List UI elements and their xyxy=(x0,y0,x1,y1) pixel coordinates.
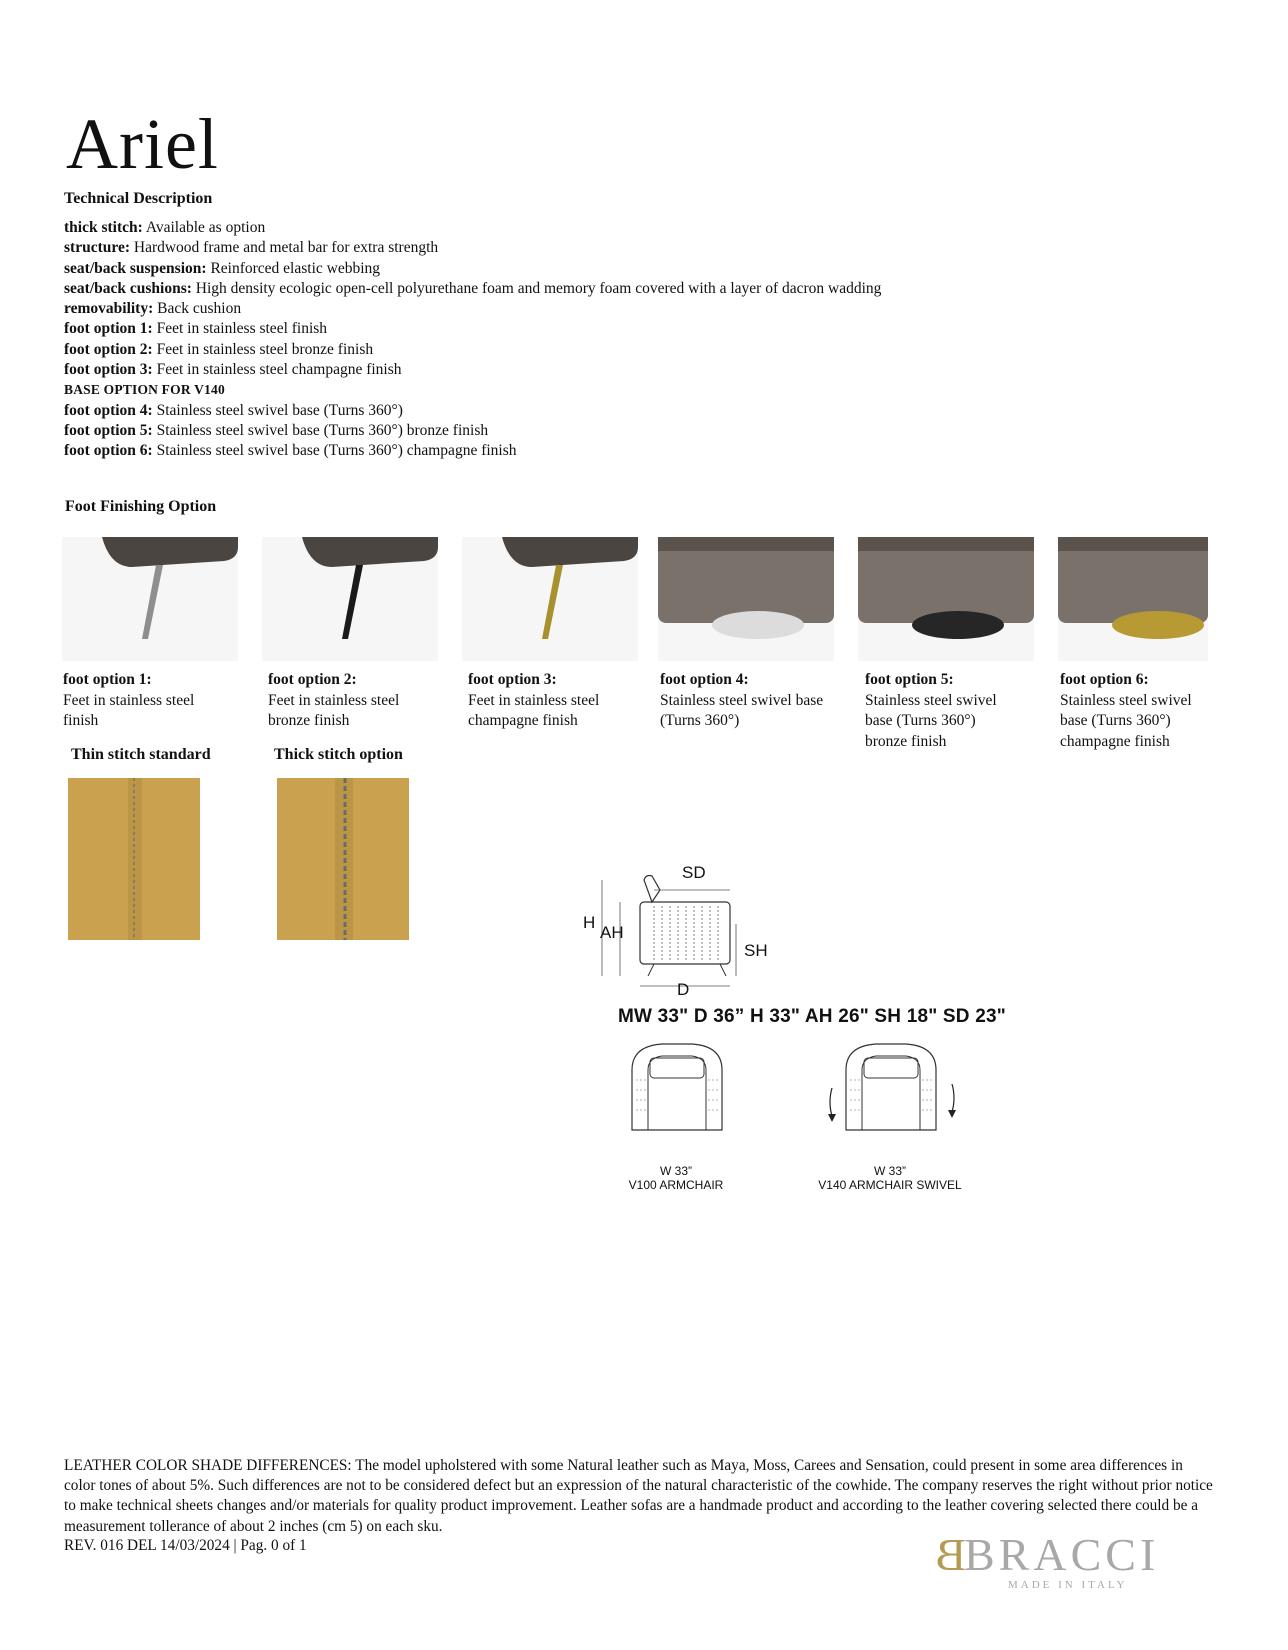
spec-row xyxy=(64,421,881,441)
ah-label: AH xyxy=(600,923,624,942)
thin-stitch-heading: Thin stitch standard xyxy=(71,746,211,763)
foot-finishing-heading: Foot Finishing Option xyxy=(65,498,217,515)
plan-width: W 33” xyxy=(873,1164,906,1178)
spec-row xyxy=(64,360,881,380)
foot-option-5-image xyxy=(858,537,1034,661)
option-text: Stainless steel swivel base (Turns 360°) champagne finish xyxy=(1060,691,1192,750)
option-text: Feet in stainless steel champagne finish xyxy=(468,691,600,729)
foot-option-2-caption xyxy=(268,670,428,732)
option-title: foot option 4: xyxy=(660,671,749,688)
foot-option-1-caption xyxy=(63,670,223,732)
side-dimension-diagram xyxy=(580,860,780,1000)
plan-name: V100 ARMCHAIR xyxy=(628,1178,724,1192)
spec-value: Stainless steel swivel base (Turns 360°) xyxy=(156,401,403,419)
technical-description-heading: Technical Description xyxy=(64,190,213,207)
plan-name: V140 ARMCHAIR SWIVEL xyxy=(818,1178,962,1192)
option-text: Feet in stainless steel bronze finish xyxy=(268,691,400,729)
spec-row xyxy=(64,218,881,238)
foot-option-3-caption xyxy=(468,670,628,732)
spec-value: Stainless steel swivel base (Turns 360°) bronze finish xyxy=(156,421,489,439)
spec-label: seat/back cushions: xyxy=(64,279,192,297)
dimensions-summary: MW 33" D 36” H 33" AH 26" SH 18" SD 23" xyxy=(618,1006,1006,1027)
spec-row xyxy=(64,259,881,279)
option-title: foot option 6: xyxy=(1060,671,1149,688)
spec-value: Stainless steel swivel base (Turns 360°) champagne finish xyxy=(156,442,517,460)
spec-value: High density ecologic open-cell polyurethane foam and memory foam covered with a layer of dacron wadding xyxy=(195,279,882,297)
svg-text:BRACCI: BRACCI xyxy=(964,1529,1160,1580)
foot-option-3-image xyxy=(462,537,638,661)
spec-row xyxy=(64,299,881,319)
foot-option-4-caption xyxy=(660,670,840,732)
revision-info: REV. 016 DEL 14/03/2024 | Pag. 0 of 1 xyxy=(64,1537,307,1554)
leather-disclaimer: LEATHER COLOR SHADE DIFFERENCES: The model upholstered with some Natural leather such as Maya, Moss, Carees and Sensation, could present in some area differences in color tones of about 5%. Such differences are not to be considered defect but an expression of the natural characteristic of the cowhide. The company reserves the right without prior notice to make technical sheets changes and/or materials for quality product improvement. Leather sofas are a handmade product and according to the leather covering selected there could be a measurement tollerance of about 2 inches (cm 5) on each sku. xyxy=(64,1457,1213,1535)
sd-label: SD xyxy=(682,863,706,882)
option-title: foot option 5: xyxy=(865,671,954,688)
v100-plan-drawing xyxy=(622,1040,732,1140)
plan-width: W 33” xyxy=(659,1164,692,1178)
v140-plan-drawing xyxy=(820,1040,970,1140)
spec-row xyxy=(64,319,881,339)
spec-row xyxy=(64,441,881,461)
d-label: D xyxy=(677,980,690,999)
base-option-heading: BASE OPTION FOR V140 xyxy=(64,382,225,398)
spec-value: Back cushion xyxy=(157,300,242,318)
svg-text:MADE IN ITALY: MADE IN ITALY xyxy=(1008,1579,1128,1590)
option-title: foot option 2: xyxy=(268,671,357,688)
spec-row xyxy=(64,238,881,258)
option-title: foot option 1: xyxy=(63,671,152,688)
foot-option-6-image xyxy=(1058,537,1208,661)
foot-option-6-caption xyxy=(1060,670,1210,752)
option-text: Feet in stainless steel finish xyxy=(63,691,195,729)
spec-label: foot option 5: xyxy=(64,421,153,439)
spec-value: Reinforced elastic webbing xyxy=(210,259,381,277)
spec-label: foot option 1: xyxy=(64,320,153,338)
option-text: Stainless steel swivel base (Turns 360°) xyxy=(660,691,824,729)
option-title: foot option 3: xyxy=(468,671,557,688)
thin-stitch-swatch xyxy=(68,778,200,940)
sh-label: SH xyxy=(744,941,768,960)
foot-option-1-image xyxy=(62,537,238,661)
bracci-logo xyxy=(936,1528,1196,1590)
spec-label: foot option 3: xyxy=(64,361,153,379)
spec-label: foot option 4: xyxy=(64,401,153,419)
spec-list xyxy=(64,218,881,462)
v100-plan-label xyxy=(576,1164,776,1192)
spec-row xyxy=(64,340,881,360)
spec-label: seat/back suspension: xyxy=(64,259,207,277)
spec-value: Hardwood frame and metal bar for extra strength xyxy=(133,239,439,257)
thick-stitch-swatch xyxy=(277,778,409,940)
spec-label: removability: xyxy=(64,300,154,318)
spec-row xyxy=(64,401,881,421)
spec-label: foot option 2: xyxy=(64,340,153,358)
foot-option-4-image xyxy=(658,537,834,661)
option-text: Stainless steel swivel base (Turns 360°) bronze finish xyxy=(865,691,997,750)
spec-row xyxy=(64,279,881,299)
spec-value: Feet in stainless steel bronze finish xyxy=(156,340,374,358)
foot-option-5-caption xyxy=(865,670,1015,752)
product-title: Ariel xyxy=(66,104,219,184)
spec-value: Feet in stainless steel champagne finish xyxy=(156,361,402,379)
foot-option-2-image xyxy=(262,537,438,661)
svg-text:B: B xyxy=(936,1529,966,1580)
v140-plan-label xyxy=(790,1164,990,1192)
spec-value: Feet in stainless steel finish xyxy=(156,320,328,338)
spec-label: structure: xyxy=(64,239,130,257)
thick-stitch-heading: Thick stitch option xyxy=(274,746,403,763)
spec-value: Available as option xyxy=(145,219,266,236)
h-label: H xyxy=(583,913,596,932)
spec-label: foot option 6: xyxy=(64,442,153,460)
spec-label: thick stitch: xyxy=(64,219,143,236)
